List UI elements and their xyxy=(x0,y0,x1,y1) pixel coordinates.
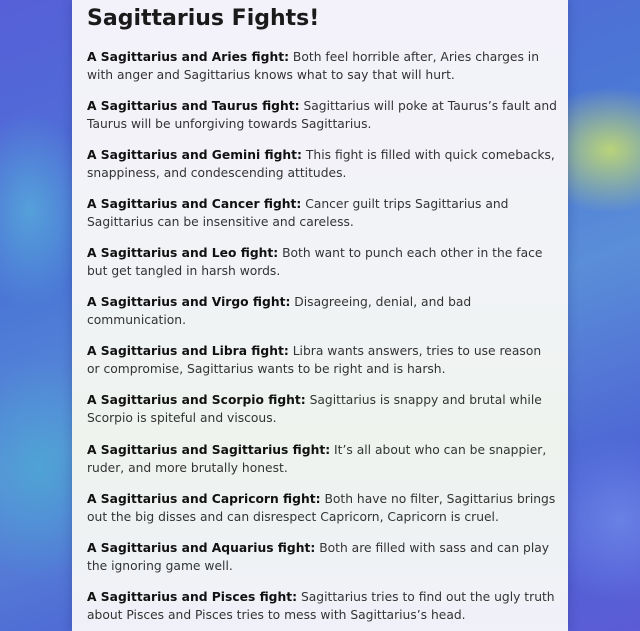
fight-text: Disagreeing, denial, and bad communication. xyxy=(87,295,472,327)
fight-sagittarius xyxy=(87,441,557,477)
article-panel xyxy=(72,0,568,631)
fight-pisces xyxy=(87,588,557,624)
fight-text: Sagittarius will poke at Taurus’s fault and Taurus will be unforgiving towards Sagittarius. xyxy=(87,99,557,131)
fight-text: Cancer guilt trips Sagittarius and Sagittarius can be insensitive and careless. xyxy=(87,197,509,229)
fight-virgo xyxy=(87,293,557,329)
fight-libra xyxy=(87,342,557,378)
fight-lead: A Sagittarius and Virgo fight: xyxy=(87,295,291,309)
fight-lead: A Sagittarius and Cancer fight: xyxy=(87,197,302,211)
fight-capricorn xyxy=(87,490,557,526)
fight-text: Sagittarius tries to find out the ugly truth about Pisces and Pisces tries to mess with Sagittarius’s head. xyxy=(87,590,555,622)
fight-lead: A Sagittarius and Libra fight: xyxy=(87,344,289,358)
fight-scorpio xyxy=(87,391,557,427)
fight-lead: A Sagittarius and Taurus fight: xyxy=(87,99,300,113)
fight-text: Sagittarius is snappy and brutal while Scorpio is spiteful and viscous. xyxy=(87,393,542,425)
fight-lead: A Sagittarius and Scorpio fight: xyxy=(87,393,306,407)
fight-lead: A Sagittarius and Sagittarius fight: xyxy=(87,443,331,457)
fight-aquarius xyxy=(87,539,557,575)
fight-leo xyxy=(87,244,557,280)
fight-lead: A Sagittarius and Leo fight: xyxy=(87,246,279,260)
fight-text: This fight is filled with quick comebacks, snappiness, and condescending attitudes. xyxy=(87,148,555,180)
fight-lead: A Sagittarius and Aquarius fight: xyxy=(87,541,316,555)
fight-text: Libra wants answers, tries to use reason or compromise, Sagittarius wants to be right and is harsh. xyxy=(87,344,542,376)
fight-aries xyxy=(87,48,557,84)
fight-taurus xyxy=(87,97,557,133)
page-title: Sagittarius Fights! xyxy=(87,6,320,31)
fight-lead: A Sagittarius and Gemini fight: xyxy=(87,148,302,162)
fight-text: Both feel horrible after, Aries charges in with anger and Sagittarius knows what to say that will hurt. xyxy=(87,50,540,82)
fight-gemini xyxy=(87,146,557,182)
fight-lead: A Sagittarius and Aries fight: xyxy=(87,50,289,64)
fight-lead: A Sagittarius and Pisces fight: xyxy=(87,590,298,604)
fight-text: Both want to punch each other in the face but get tangled in harsh words. xyxy=(87,246,543,278)
fight-text: Both have no filter, Sagittarius brings out the big disses and can disrespect Capricorn, Capricorn is cruel. xyxy=(87,492,556,524)
fight-lead: A Sagittarius and Capricorn fight: xyxy=(87,492,321,506)
fight-cancer xyxy=(87,195,557,231)
fight-text: Both are filled with sass and can play the ignoring game well. xyxy=(87,541,550,573)
fight-text: It’s all about who can be snappier, ruder, and more brutally honest. xyxy=(87,443,547,475)
